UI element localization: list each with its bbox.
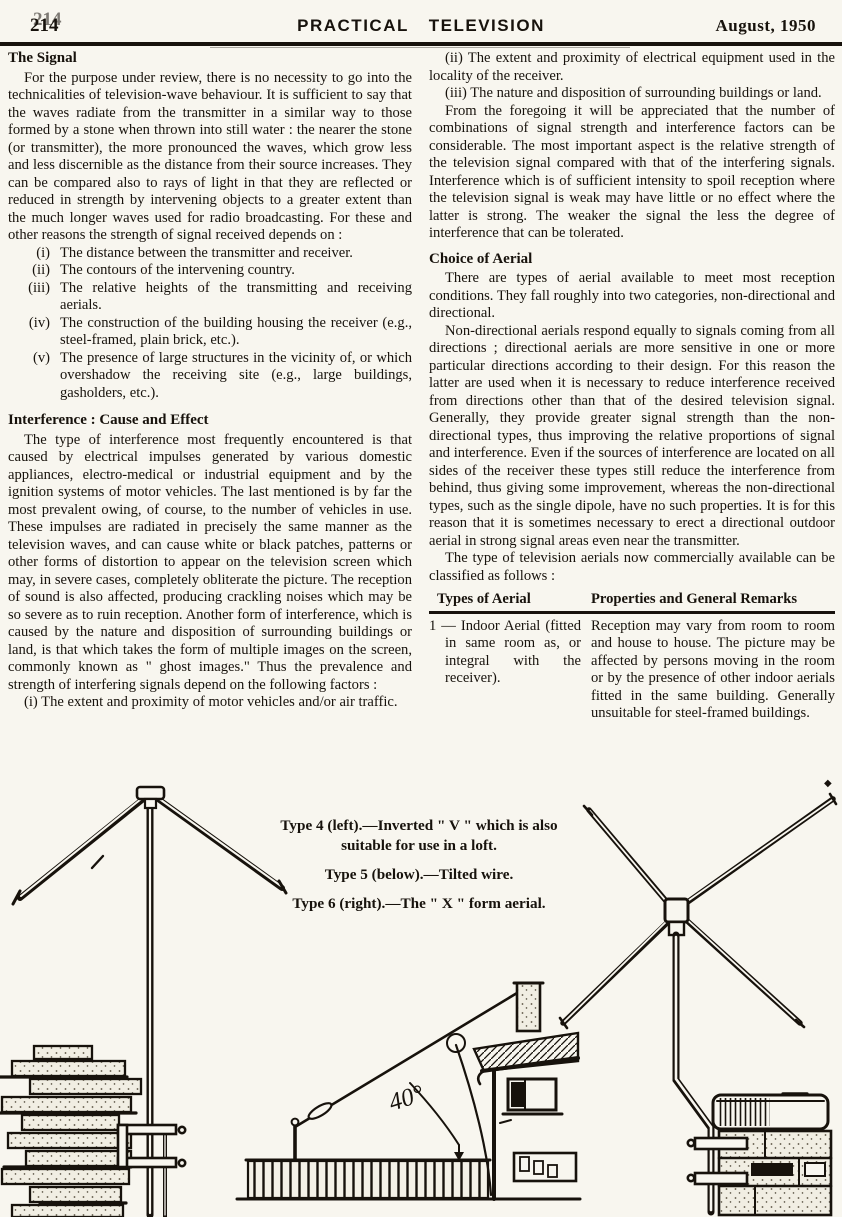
mast: [150, 794, 165, 1217]
list-label: (iii): [28, 279, 50, 296]
paragraph: There are types of aerial available to meet most reception conditions. They fall roughly into two categories, non-directional and directional.: [429, 270, 835, 321]
table-cell-type: 1 — Indoor Aerial (fitted in same room as, or integral with the receiver).: [429, 617, 581, 686]
table-header-types: Types of Aerial: [437, 591, 531, 607]
figure-captions: [266, 816, 572, 923]
tilted-wire: [292, 990, 522, 1160]
aerial-types-table: [429, 591, 835, 723]
paragraph: The type of television aerials now commercially available can be classified as follows :: [429, 550, 835, 584]
paragraph: Non-directional aerials respond equally to signals coming from all directions ; directional aerials are more sensitive in one or more particular directions according to their design. For this reason the latter are used when it is necessary to reduce interference received from directions other than that of the desired television signal. Generally, they provide greater signal strength than the non-directional types, thus improving the relative proportions of signal and interference. Even if the sources of interference are located on all sides of the receiver these types still reduce the interference from behind, thus giving some improvement, whereas the non-directional types, such as the single dipole, have no such properties. It is for this reason that it is sometimes necessary to erect a directional outdoor aerial in strong signal areas even near the transmitter.: [429, 322, 835, 549]
hub: [665, 899, 688, 935]
list-label: (i): [36, 244, 50, 261]
angle-annotation: [386, 1080, 464, 1161]
caption-type-5: Type 5 (below).—Tilted wire.: [324, 866, 514, 883]
list-label: (iv): [28, 314, 50, 331]
list-label: (ii): [32, 262, 50, 278]
header-rule: [0, 42, 842, 46]
table-header-properties: Properties and General Remarks: [591, 591, 798, 607]
paragraph: (i) The extent and proximity of motor vehicles and/or air traffic.: [24, 694, 398, 710]
list-text: The relative heights of the transmitting and receiving aerials.: [60, 279, 412, 313]
page-header: [0, 0, 842, 48]
paragraph: The type of interference most frequently encountered is that caused by electrical impulses generated by various domestic appliances, electro-medical or industrial equipment and by the ignition systems of motor vehicles. The last mentioned is by far the most prevalent owing, of course, to the number of vehicles in use. These impulses are radiated in precisely the same manner as the television waves, and can cause white or black patches, patterns or other forms of distortion to appear on the television screen which may, in severe cases, completely obliterate the picture. The reception of sound is also affected, producing crackling noises which may be so severe as to ruin reception. Another form of interference, which is caused by the nature and disposition of surrounding buildings or land, is that which takes the form of multiple images on the screen, commonly known as " ghost images." Thus the prevalence and strength of interfering signals depend on the following factors :: [8, 431, 412, 693]
angle-label: 40°: [385, 1080, 428, 1117]
figure-tilted-wire-aerial: [232, 947, 582, 1217]
table-cell-remarks: Reception may vary from room to room and house to house. The picture may be affected by persons moving in the room or by the presence of other indoor aerials fitted in the same building. Generally unsuitable for steel-framed buildings.: [591, 617, 835, 721]
list-text: The construction of the building housing the receiver (e.g., steel-framed, plain brick, etc.).: [60, 314, 412, 348]
x-rods: [560, 794, 836, 1028]
paragraph: For the purpose under review, there is no necessity to go into the technicalities of television-wave behaviour. It is sufficient to say that the waves radiate from the transmitter in a similar way to those formed by a stone when thrown into still water : the nearer the stone (or transmitter), the more pronounced the waves, which grow less and less discernible as the distance from their source increases. They can be compared also to rays of light in that they are reflected or reduced in strength by intervening objects to a greater extent than the much longer waves used for radio broadcasting. For these and other reasons the strength of signal received depends on :: [8, 69, 412, 243]
list-text: The presence of large structures in the vicinity of, or which overshadow the receiving site (e.g., large buildings, gasholders, etc.).: [60, 349, 412, 401]
paragraph: (iii) The nature and disposition of surrounding buildings or land.: [445, 85, 822, 101]
list-item: [8, 315, 412, 350]
chimney-pot: [713, 1094, 828, 1129]
paragraph: From the foregoing it will be appreciated that the number of combinations of signal strength and interference factors can be considerable. The most important aspect is the relative strength of the television signal compared with that of the interfering signals. Interference which is of sufficient intensity to spoil reception where the television signal is weak may have little or no effect where the latter is strong. The weaker the signal the less the degree of interference that can be tolerated.: [429, 102, 835, 241]
paragraph: (ii) The extent and proximity of electrical equipment used in the locality of the receiver.: [429, 50, 835, 84]
apex-hub: [137, 787, 164, 808]
list-item: [8, 350, 412, 403]
caption-type-6: Type 6 (right).—The " X " form aerial.: [292, 895, 546, 912]
caption-type-4: Type 4 (left).—Inverted " V " which is also suitable for use in a loft.: [280, 817, 558, 854]
table-row: [429, 614, 835, 723]
mast: [676, 935, 711, 1212]
magazine-title: PRACTICAL TELEVISION: [297, 16, 545, 35]
table-header-row: [429, 591, 835, 614]
list-text: The contours of the intervening country.: [60, 262, 295, 278]
figure-x-form-aerial: [553, 790, 840, 1217]
section-heading-interference: Interference : Cause and Effect: [8, 412, 209, 428]
list-item: [8, 280, 412, 315]
right-column: [429, 50, 835, 723]
printer-mark: ◆: [824, 778, 832, 789]
left-column: [8, 50, 412, 712]
list-label: (v): [32, 349, 50, 366]
list-text: The distance between the transmitter and receiver.: [60, 244, 353, 261]
page-number: 214: [30, 15, 59, 36]
section-heading-the-signal: The Signal: [8, 50, 77, 66]
list-item: [8, 245, 412, 263]
issue-date: August, 1950: [715, 16, 816, 35]
section-heading-choice-of-aerial: Choice of Aerial: [429, 250, 533, 267]
list-item: [8, 262, 412, 280]
